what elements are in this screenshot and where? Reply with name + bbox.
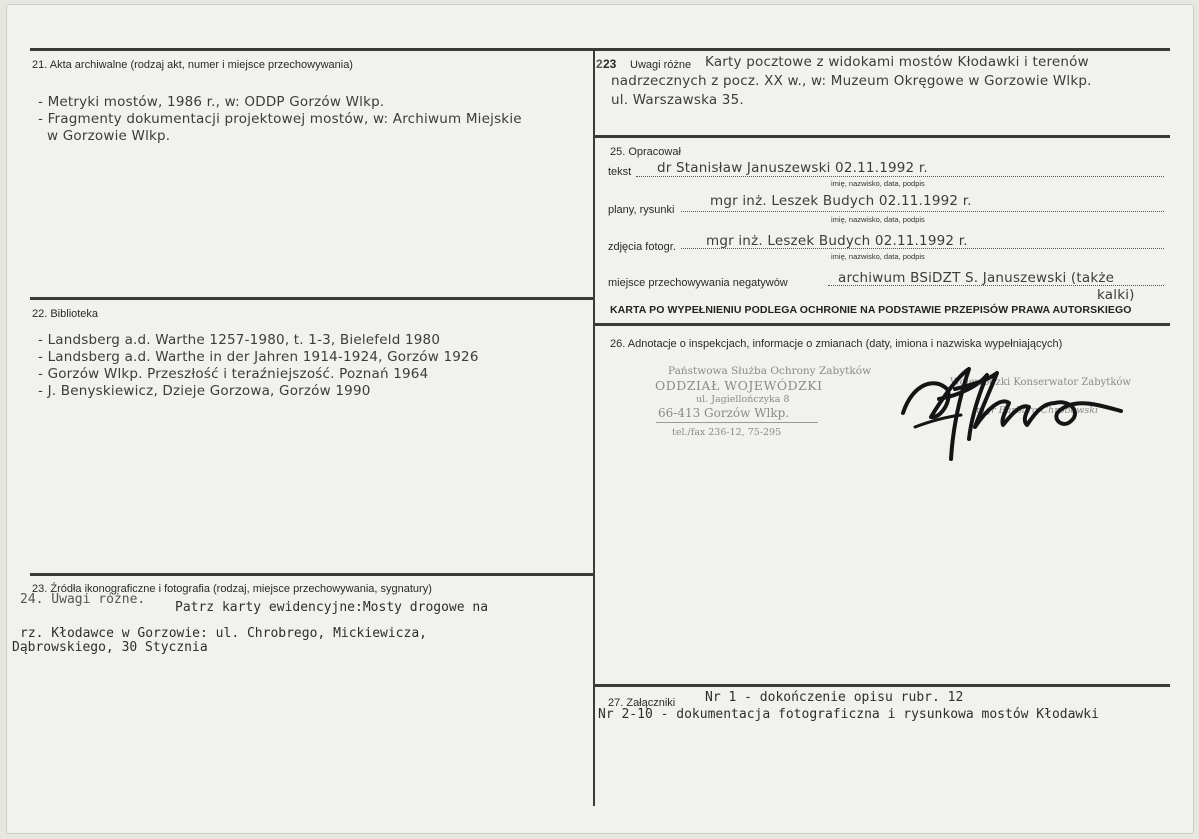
tekst-dotted-line — [636, 176, 1164, 177]
plany-value: mgr inż. Leszek Budych 02.11.1992 r. — [710, 193, 972, 209]
section-21-item: - Fragmenty dokumentacji projektowej mostów, w: Archiwum Miejskie — [38, 111, 522, 127]
stamp-line: mgr Barbara Chrobowski — [976, 405, 1099, 416]
tekst-label: tekst — [608, 166, 632, 178]
section-27-label: 27. Załączniki — [608, 697, 676, 709]
section-24-number-overtyped: 23 — [603, 57, 617, 71]
divider-top-left — [30, 48, 595, 51]
section-22-label: 22. Biblioteka — [32, 308, 99, 320]
section-21-item: - Metryki mostów, 1986 r., w: ODDP Gorzów Wlkp. — [38, 94, 385, 110]
divider-21-22 — [30, 297, 595, 300]
stamp-line: 66-413 Gorzów Wlkp. — [658, 406, 790, 420]
section-24-label: Uwagi różne — [630, 59, 692, 71]
divider-26-27 — [595, 684, 1170, 687]
section-22-item: - Landsberg a.d. Warthe 1257-1980, t. 1-3, Bielefeld 1980 — [38, 332, 441, 348]
divider-top-right — [595, 48, 1170, 51]
negatywy-value-cont: kalki) — [1097, 287, 1135, 303]
negatywy-label: miejsce przechowywania negatywów — [608, 277, 788, 289]
divider-22-23 — [30, 573, 595, 576]
section-21-item: w Gorzowie Wlkp. — [38, 128, 171, 144]
tekst-hint: imię, nazwisko, data, podpis — [831, 179, 925, 188]
section-27-line: Nr 1 - dokończenie opisu rubr. 12 — [705, 690, 964, 705]
section-24-line: ul. Warszawska 35. — [611, 92, 744, 108]
section-22-item: - Gorzów Wlkp. Przeszłość i teraźniejszość. Poznań 1964 — [38, 366, 429, 382]
stamp-line: Państwowa Służba Ochrony Zabytków — [668, 365, 872, 377]
section-21-label: 21. Akta archiwalne (rodzaj akt, numer i miejsce przechowywania) — [32, 59, 353, 71]
divider-25-26 — [595, 323, 1170, 326]
signature — [895, 345, 1135, 465]
section-27-line: Nr 2-10 - dokumentacja fotograficzna i rysunkowa mostów Kłodawki — [598, 707, 1099, 722]
section-23-label: 23. Źródła ikonograficzne i fotografia (rodzaj, miejsce przechowywania, sygnatury) — [32, 583, 432, 595]
stamp-line: tel./fax 236-12, 75-295 — [672, 427, 782, 438]
section-26-label: 26. Adnotacje o inspekcjach, informacje o zmianach (daty, imiona i nazwiska wypełniających) — [610, 338, 1063, 350]
stamp-line: ODDZIAŁ WOJEWÓDZKI — [655, 378, 823, 393]
plany-dotted-line — [681, 211, 1164, 212]
divider-vertical — [593, 48, 595, 806]
plany-hint: imię, nazwisko, data, podpis — [831, 215, 925, 224]
stamp-line: ul. Jagiellończyka 8 — [696, 394, 790, 405]
section-22-item: - J. Benyskiewicz, Dzieje Gorzowa, Gorzów 1990 — [38, 383, 371, 399]
section-23-line: Dąbrowskiego, 30 Stycznia — [12, 640, 208, 655]
copyright-notice: KARTA PO WYPEŁNIENIU PODLEGA OCHRONIE NA PODSTAWIE PRZEPISÓW PRAWA AUTORSKIEGO — [610, 304, 1132, 316]
zdjecia-label: zdjęcia fotogr. — [608, 241, 676, 253]
stamp-line: Wojewódzki Konserwator Zabytków — [950, 377, 1131, 388]
zdjecia-value: mgr inż. Leszek Budych 02.11.1992 r. — [706, 233, 968, 249]
section-23-line: Patrz karty ewidencyjne:Mosty drogowe na — [175, 600, 489, 615]
zdjecia-hint: imię, nazwisko, data, podpis — [831, 252, 925, 261]
stamp-rule — [656, 422, 818, 423]
section-24-line: nadrzecznych z pocz. XX w., w: Muzeum Okręgowe w Gorzowie Wlkp. — [611, 73, 1092, 89]
section-23-overtyped-heading: 24. Uwagi różne. — [20, 592, 146, 607]
section-23-line: rz. Kłodawce w Gorzowie: ul. Chrobrego, Mickiewicza, — [20, 626, 427, 641]
section-25-label: 25. Opracował — [610, 146, 681, 158]
tekst-value: dr Stanisław Januszewski 02.11.1992 r. — [657, 160, 928, 176]
divider-24-25 — [595, 135, 1170, 138]
office-stamp — [650, 365, 872, 440]
plany-label: plany, rysunki — [608, 204, 675, 216]
section-22-item: - Landsberg a.d. Warthe in der Jahren 1914-1924, Gorzów 1926 — [38, 349, 479, 365]
section-24-number: 2 — [596, 57, 603, 71]
section-24-line: Karty pocztowe z widokami mostów Kłodawki i terenów — [705, 54, 1089, 70]
negatywy-value: archiwum BSiDZT S. Januszewski (także — [838, 270, 1115, 286]
